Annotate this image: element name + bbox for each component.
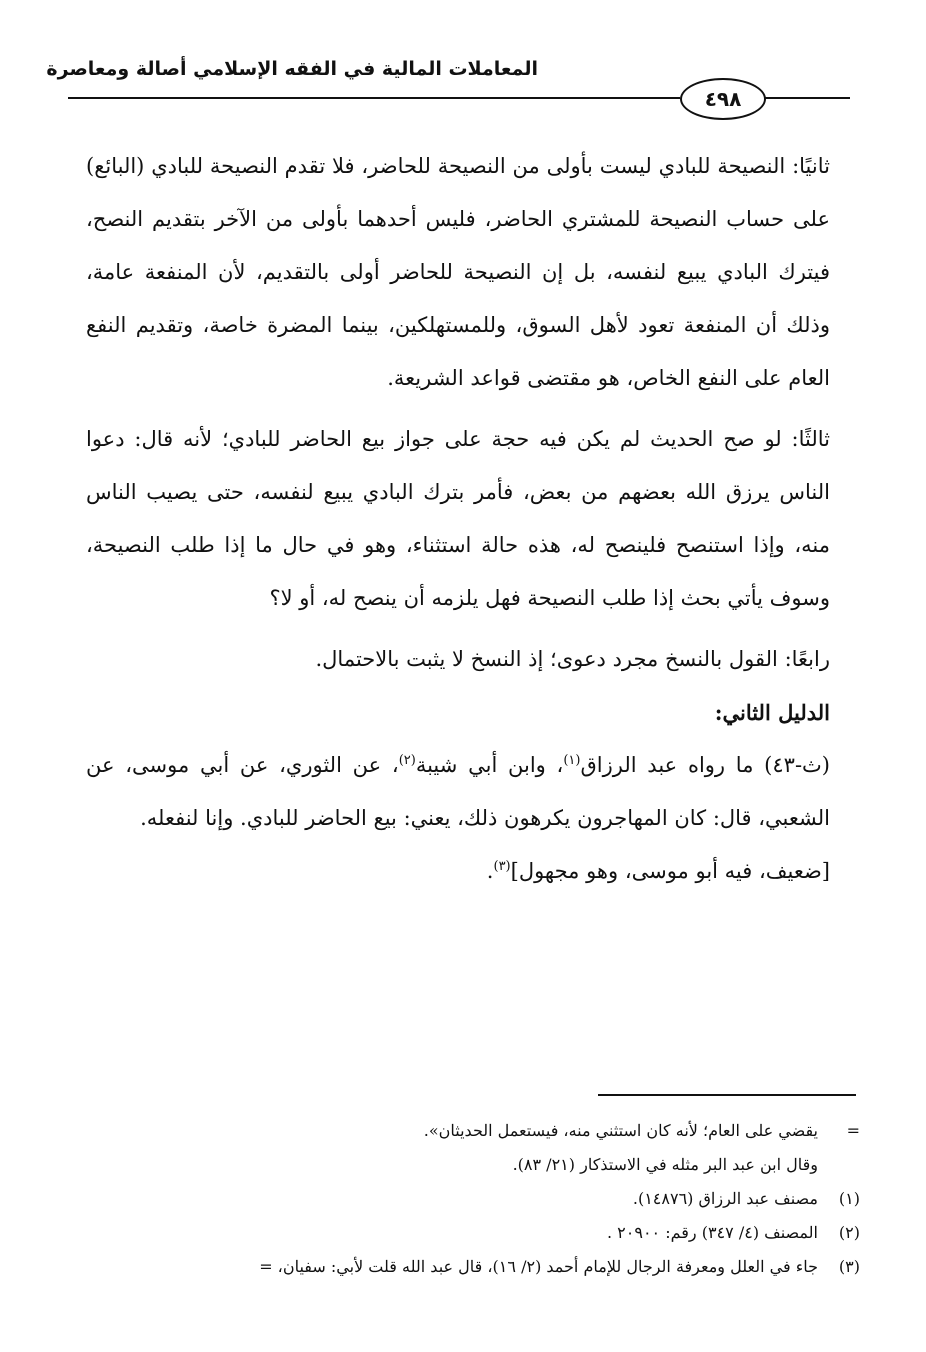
footnote-text: جاء في العلل ومعرفة الرجال للإمام أحمد (٢/ ١٦)، قال عبد الله قلت لأبي: سفيان، = <box>259 1257 818 1276</box>
narration-text: ، وابن أبي شيبة <box>415 753 564 777</box>
paragraph-thirdly: ثالثًا: لو صح الحديث لم يكن فيه حجة على جواز بيع الحاضر للبادي؛ لأنه قال: دعوا الناس يرزق الله بعضهم من بعض، فأمر بترك البادي يبيع لنفسه، حتى يصيب الناس منه، وإذا استنصح فلينصح له، هذه حالة استثناء، وهو في حال ما إذا طلب النصيحة، وسوف يأتي بحث إذا طلب النصيحة فهل يلزمه أن ينصح له، أو لا؟ <box>86 427 830 610</box>
footnote <box>80 1114 860 1148</box>
paragraph-fourthly: رابعًا: القول بالنسخ مجرد دعوى؛ إذ النسخ لا يثبت بالاحتمال. <box>315 647 830 671</box>
main-text <box>86 140 856 898</box>
grading-text: . <box>486 859 494 883</box>
footnote-separator <box>598 1094 856 1096</box>
header-rule <box>762 97 850 99</box>
footnote <box>80 1148 860 1182</box>
footnote-text: يقضي على العام؛ لأنه كان استثني منه، فيستعمل الحديثان». <box>423 1121 818 1140</box>
footnote-ref-1[interactable]: (١) <box>563 753 581 768</box>
paragraph-narration <box>86 739 856 845</box>
footnote-ref-2[interactable]: (٢) <box>398 753 416 768</box>
grading-text: [ضعيف، فيه أبو موسى، وهو مجهول] <box>510 859 830 883</box>
paragraph-grading <box>86 845 856 898</box>
footnote-text: مصنف عبد الرزاق (١٤٨٧٦). <box>632 1189 818 1208</box>
footnotes <box>80 1114 860 1284</box>
footnote <box>80 1216 860 1250</box>
footnote-text: وقال ابن عبد البر مثله في الاستذكار (٢١/ ٨٣). <box>512 1155 818 1174</box>
footnote-ref-3[interactable]: (٣) <box>493 859 511 874</box>
running-title: المعاملات المالية في الفقه الإسلامي أصالة ومعاصرة <box>46 58 538 80</box>
narration-text: (ث-٤٣) ما رواه عبد الرزاق <box>580 753 830 777</box>
footnote-mark: (٢) <box>838 1223 860 1242</box>
section-heading: الدليل الثاني: <box>714 700 830 725</box>
footnote-mark <box>818 1148 860 1182</box>
footnote-mark: = <box>846 1121 860 1140</box>
narration-text: ، عن الثوري، عن أبي موسى، عن الشعبي، قال: كان المهاجرون يكرهون ذلك، يعني: بيع الحاضر للبادي. وإنا لنفعله. <box>86 753 830 830</box>
header-rule <box>68 97 680 99</box>
footnote-mark: (١) <box>838 1189 860 1208</box>
footnote-mark: (٣) <box>838 1257 860 1276</box>
page-number: ٤٩٨ <box>680 78 766 120</box>
paragraph-secondly: ثانيًا: النصيحة للبادي ليست بأولى من النصيحة للحاضر، فلا تقدم النصيحة للبادي (البائع) على حساب النصيحة للمشتري الحاضر، فليس أحدهما بأولى من الآخر بتقديم النصح، فيترك البادي يبيع لنفسه، بل إن النصيحة للحاضر أولى بالتقديم، لأن المنفعة عامة، وذلك أن المنفعة تعود لأهل السوق، وللمستهلكين، بينما المضرة خاصة، وتقديم النفع العام على النفع الخاص، هو مقتضى قواعد الشريعة. <box>86 154 830 390</box>
footnote <box>80 1182 860 1216</box>
footnote-text: المصنف (٤/ ٣٤٧) رقم: ٢٠٩٠٠ . <box>607 1223 818 1242</box>
footnote <box>80 1250 860 1284</box>
